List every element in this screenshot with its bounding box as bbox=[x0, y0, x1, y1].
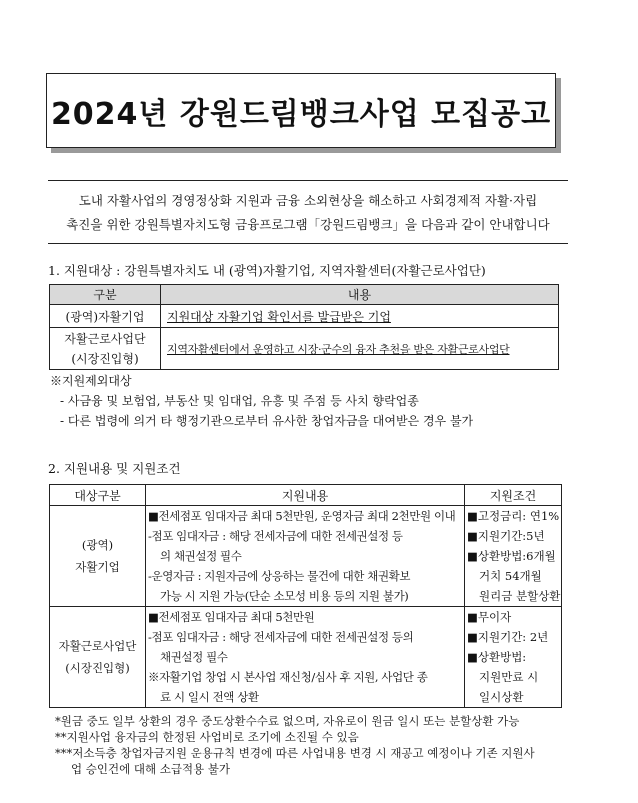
exclusions-heading: ※지원제외대상 bbox=[50, 374, 132, 388]
category-line: 자활기업 bbox=[75, 560, 120, 574]
footnote: 업 승인건에 대해 소급적용 불가 bbox=[71, 762, 231, 776]
table-header: 대상구분 bbox=[50, 485, 146, 506]
table-header: 내용 bbox=[161, 285, 559, 305]
condition-line: 지원만료 시 bbox=[479, 670, 539, 684]
footnote: *원금 중도 일부 상환의 경우 중도상환수수료 없으며, 자유로이 원금 일시 또는 분할상환 가능 bbox=[55, 714, 520, 728]
exclusion-item: - 사금융 및 보험업, 부동산 및 임대업, 유흥 및 주점 등 사치 향락업종 bbox=[60, 394, 419, 408]
category-line: 자활근로사업단 bbox=[64, 331, 146, 346]
target-content: 지원대상 자활기업 확인서를 발급받은 기업 bbox=[167, 309, 391, 324]
condition-line: 원리금 분할상환 bbox=[479, 589, 561, 603]
support-table bbox=[49, 484, 562, 708]
title-box bbox=[46, 73, 556, 148]
content-line: ■전세점포 임대자금 최대 5천만원 bbox=[148, 610, 315, 624]
intro-line: 촉진을 위한 강원특별자치도형 금융프로그램「강원드림뱅크」을 다음과 같이 안내합니다 bbox=[66, 217, 550, 232]
content-line: 의 채권설정 필수 bbox=[160, 549, 242, 563]
category-line: (시장진입형) bbox=[65, 661, 130, 675]
exclusions bbox=[50, 371, 473, 431]
intro-line: 도내 자활사업의 경영정상화 지원과 금융 소외현상을 해소하고 사회경제적 자활·자립 bbox=[78, 193, 538, 208]
target-table bbox=[49, 284, 559, 370]
content-line: -점포 임대자금 : 해당 전세자금에 대한 전세권설정 등의 bbox=[148, 630, 414, 644]
table-cell bbox=[465, 506, 562, 607]
table-header: 지원조건 bbox=[465, 485, 562, 506]
table-cell bbox=[465, 607, 562, 708]
table-cell: (광역)자활기업 bbox=[50, 305, 161, 328]
content-line: -점포 임대자금 : 해당 전세자금에 대한 전세권설정 등 bbox=[148, 529, 403, 543]
table-cell bbox=[50, 328, 161, 370]
condition-line: 거치 54개월 bbox=[479, 569, 542, 583]
footnote: ***저소득층 창업자금지원 운용규칙 변경에 따른 사업내용 변경 시 재공고 예정이나 기존 지원사 bbox=[55, 746, 535, 760]
footnote: **지원사업 융자금의 한정된 사업비로 조기에 소진될 수 있음 bbox=[55, 730, 359, 744]
table-header: 지원내용 bbox=[146, 485, 465, 506]
target-content: 지역자활센터에서 운영하고 시장·군수의 융자 추천을 받은 자활근로사업단 bbox=[167, 342, 510, 356]
footnotes bbox=[55, 713, 535, 777]
condition-line: ■지원기간:5년 bbox=[467, 529, 545, 543]
condition-line: ■고정금리: 연1% bbox=[467, 509, 560, 523]
table-cell bbox=[50, 607, 146, 708]
table-cell bbox=[146, 607, 465, 708]
content-line: 가능 시 지원 가능(단순 소모성 비용 등의 지원 불가) bbox=[160, 589, 409, 603]
table-cell bbox=[50, 506, 146, 607]
condition-line: 일시상환 bbox=[479, 690, 524, 704]
content-line: -운영자금 : 지원자금에 상응하는 물건에 대한 채권확보 bbox=[148, 569, 411, 583]
section1-heading: 1. 지원대상 : 강원특별자치도 내 (광역)자활기업, 지역자활센터(자활근로사업단) bbox=[48, 263, 486, 278]
table-cell bbox=[161, 305, 559, 328]
category-line: (광역) bbox=[81, 538, 114, 552]
content-line: 료 시 일시 전액 상환 bbox=[160, 690, 259, 704]
table-header: 구분 bbox=[50, 285, 161, 305]
condition-line: ■상환방법: bbox=[467, 650, 527, 664]
table-cell bbox=[146, 506, 465, 607]
table-cell bbox=[161, 328, 559, 370]
content-line: 채권설정 필수 bbox=[160, 650, 228, 664]
content-line: ※자활기업 창업 시 본사업 재신청/심사 후 지원, 사업단 종 bbox=[148, 670, 428, 684]
category-line: 자활근로사업단 bbox=[58, 639, 137, 653]
condition-line: ■상환방법:6개월 bbox=[467, 549, 556, 563]
content-line: ■전세점포 임대자금 최대 5천만원, 운영자금 최대 2천만원 이내 bbox=[148, 509, 456, 523]
condition-line: ■지원기간: 2년 bbox=[467, 630, 549, 644]
page-title: 2024년 강원드림뱅크사업 모집공고 bbox=[50, 96, 552, 132]
section2-heading: 2. 지원내용 및 지원조건 bbox=[48, 461, 181, 476]
condition-line: ■무이자 bbox=[467, 610, 512, 624]
exclusion-item: - 다른 법령에 의거 타 행정기관으로부터 유사한 창업자금을 대여받은 경우 불가 bbox=[60, 414, 474, 428]
intro-box bbox=[48, 180, 568, 244]
category-line: (시장진입형) bbox=[71, 351, 139, 366]
